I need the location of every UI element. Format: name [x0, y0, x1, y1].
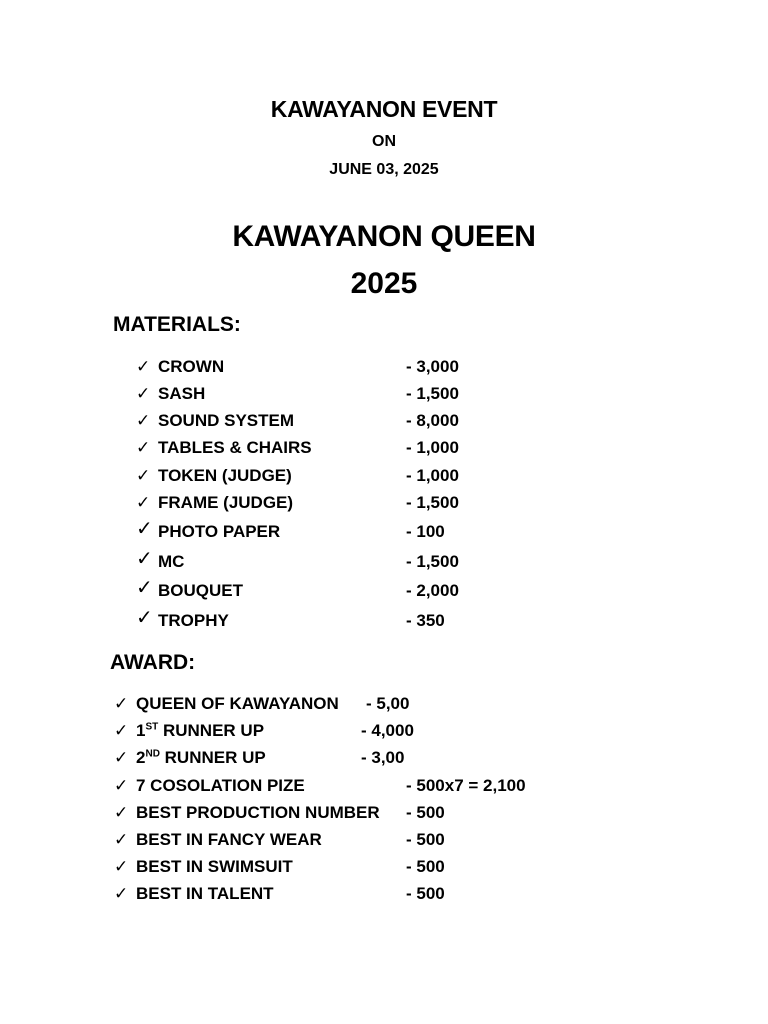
check-icon: ✓	[136, 384, 151, 404]
item-value: - 500	[406, 803, 445, 822]
item-label-number: 1	[136, 721, 146, 740]
item-value: - 1,500	[406, 384, 459, 403]
item-label-ordinal: ST	[145, 721, 159, 733]
check-icon: ✓	[136, 516, 153, 540]
item-label	[136, 721, 264, 741]
item-label: QUEEN OF KAWAYANON	[136, 694, 339, 713]
item-value: - 1,000	[406, 466, 459, 485]
materials-heading: MATERIALS:	[113, 313, 241, 336]
check-icon: ✓	[136, 493, 151, 513]
item-value: - 8,000	[406, 411, 459, 430]
check-icon: ✓	[136, 438, 151, 458]
item-value: - 500	[406, 884, 445, 903]
award-heading	[110, 651, 195, 675]
item-label: BEST IN SWIMSUIT	[136, 857, 293, 876]
item-label-text: RUNNER UP	[158, 721, 265, 740]
item-value: - 500	[406, 830, 445, 849]
item-label: BEST IN FANCY WEAR	[136, 830, 322, 849]
item-label: CROWN	[158, 357, 225, 376]
item-label: MC	[158, 552, 185, 571]
main-title: KAWAYANON QUEEN	[232, 220, 536, 253]
item-label	[136, 748, 266, 768]
check-icon: ✓	[136, 605, 153, 629]
check-icon: ✓	[114, 748, 129, 768]
item-value: - 500	[406, 857, 445, 876]
check-icon: ✓	[114, 830, 129, 850]
item-label: BEST PRODUCTION NUMBER	[136, 803, 380, 822]
main-title-year: 2025	[350, 267, 418, 300]
check-icon: ✓	[114, 857, 129, 877]
item-label: PHOTO PAPER	[158, 522, 281, 541]
check-icon: ✓	[136, 411, 151, 431]
check-icon: ✓	[136, 546, 153, 570]
item-label-number: 2	[136, 748, 146, 767]
item-value: - 3,00	[361, 748, 405, 767]
item-label: TOKEN (JUDGE)	[158, 466, 292, 485]
item-value: - 100	[406, 522, 445, 541]
item-label: BOUQUET	[158, 581, 243, 600]
item-value: - 1,000	[406, 438, 459, 457]
check-icon: ✓	[114, 776, 129, 796]
item-value: - 5,00	[366, 694, 410, 713]
item-value: - 500x7 = 2,100	[406, 776, 526, 795]
item-label: SOUND SYSTEM	[158, 411, 295, 430]
item-label: 7 COSOLATION PIZE	[136, 776, 305, 795]
item-value: - 2,000	[406, 581, 459, 600]
check-icon: ✓	[114, 721, 129, 741]
event-date: JUNE 03, 2025	[329, 161, 439, 178]
item-label-text: RUNNER UP	[159, 748, 266, 767]
item-label: TROPHY	[158, 611, 229, 630]
item-label: BEST IN TALENT	[136, 884, 274, 903]
check-icon: ✓	[136, 357, 151, 377]
check-icon: ✓	[114, 803, 129, 823]
award-heading-text: AWARD:	[110, 651, 196, 674]
event-title: KAWAYANON EVENT	[270, 96, 498, 122]
item-value: - 1,500	[406, 552, 459, 571]
item-label: TABLES & CHAIRS	[158, 438, 312, 457]
item-label: FRAME (JUDGE)	[158, 493, 294, 512]
event-on-label: ON	[372, 133, 396, 150]
item-value: - 1,500	[406, 493, 459, 512]
item-value: - 3,000	[406, 357, 459, 376]
item-value: - 350	[406, 611, 445, 630]
item-label-ordinal: ND	[145, 748, 160, 760]
check-icon: ✓	[136, 575, 153, 599]
check-icon: ✓	[114, 694, 129, 714]
item-label: SASH	[158, 384, 206, 403]
item-value: - 4,000	[361, 721, 414, 740]
check-icon: ✓	[136, 466, 151, 486]
check-icon: ✓	[114, 884, 129, 904]
